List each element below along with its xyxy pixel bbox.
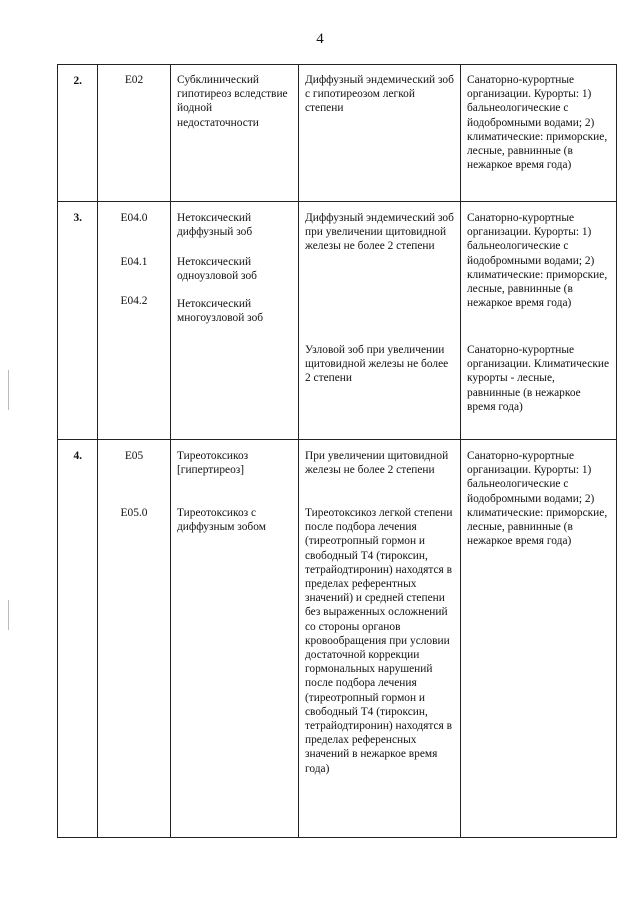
table-row	[58, 65, 617, 202]
diagnosis-code: E05	[124, 450, 144, 462]
table-row	[58, 202, 617, 440]
treatment-text: Санаторно-курортные организации. Курорты: 1) бальнеологические с йодобромными водами; 2) климатические: приморские, лесные, равнинные (в нежаркое время года)	[467, 450, 608, 548]
condition-text: Диффузный эндемический зоб с гипотиреозом легкой степени	[305, 74, 454, 115]
diagnosis-name: Тиреотоксикоз [гипертиреоз]	[177, 450, 249, 477]
condition-text: Тиреотоксикоз легкой степени после подбора лечения (тиреотропный гормон и свободный Т4 (тироксин, тетрайодтиронин) находятся в пределах референтных значений) и средней степени без выраженных осложнений со стороны органов кровообращения при условии достаточной коррекции гормональных нарушений после подбора лечения (тиреотропный гормон и свободный Т4 (тироксин, тетрайодтиронин) находятся в пределах референсных значений в нежаркое время года)	[305, 507, 453, 775]
condition-text: Диффузный эндемический зоб при увеличении щитовидной железы не более 2 степени	[305, 212, 454, 253]
diagnosis-name: Нетоксический многоузловой зоб	[177, 298, 264, 325]
treatment-text: Санаторно-курортные организации. Климатические курорты - лесные, равнинные (в нежаркое время года)	[467, 344, 609, 413]
diagnosis-code: E02	[124, 74, 144, 86]
scan-artifact	[8, 600, 9, 630]
page-number: 4	[316, 31, 324, 47]
condition-text: При увеличении щитовидной железы не более 2 степени	[305, 450, 449, 477]
diagnosis-name: Нетоксический одноузловой зоб	[177, 256, 257, 283]
row-number: 3.	[58, 202, 98, 440]
table-row	[58, 440, 617, 838]
treatment-text: Санаторно-курортные организации. Курорты: 1) бальнеологические с йодобромными водами; 2) климатические: приморские, лесные, равнинные (в нежаркое время года)	[467, 74, 608, 172]
diagnosis-code: E04.0	[120, 212, 148, 224]
row-number: 4.	[58, 440, 98, 838]
scan-artifact	[8, 370, 9, 410]
diagnosis-name: Тиреотоксикоз с диффузным зобом	[177, 507, 266, 534]
diagnosis-code: E05.0	[120, 507, 148, 519]
row-number: 2.	[58, 65, 98, 202]
resort-treatment-table	[57, 64, 617, 838]
diagnosis-code: E04.1	[120, 256, 148, 268]
diagnosis-name: Нетоксический диффузный зоб	[177, 212, 253, 239]
diagnosis-code: E04.2	[120, 295, 148, 307]
treatment-text: Санаторно-курортные организации. Курорты: 1) бальнеологические с йодобромными водами; 2) климатические: приморские, лесные, равнинные (в нежаркое время года)	[467, 212, 608, 310]
diagnosis-name: Субклинический гипотиреоз вследствие йодной недостаточности	[177, 74, 288, 129]
condition-text: Узловой зоб при увеличении щитовидной железы не более 2 степени	[305, 344, 449, 385]
